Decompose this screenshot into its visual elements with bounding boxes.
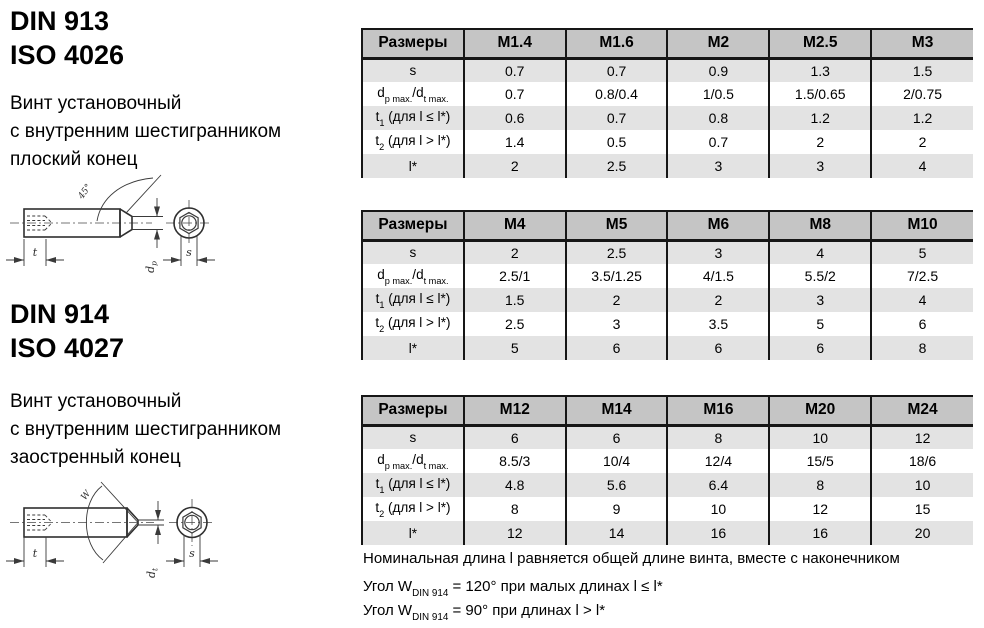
dimension-value: 2/0.75 [871,82,973,106]
table-header-row [362,211,973,240]
dimension-value: 4 [871,154,973,178]
row-label: l* [362,336,464,360]
dimension-value: 3.5/1.25 [566,264,668,288]
table-row [362,288,973,312]
dimension-value: 3 [667,154,769,178]
point-diameter-dimension [132,198,163,273]
dimension-value: 2.5 [566,240,668,264]
dimension-value: 6 [871,312,973,336]
dimension-value: 3 [769,288,871,312]
table-row [362,449,973,473]
dimension-value: 10 [769,425,871,449]
socket-depth-dimension [6,537,64,567]
dimension-value: 2.5/1 [464,264,566,288]
dimension-value: 3 [769,154,871,178]
dimension-value: 2 [667,288,769,312]
thread-size-header: M12 [464,396,566,425]
description-line: Винт установочный [10,391,182,412]
thread-size-header: M2.5 [769,29,871,58]
standard-din-914: DIN 914 [10,299,110,329]
description-line: заостренный конец [10,447,181,468]
dimension-value: 5.6 [566,473,668,497]
dimension-value: 8 [769,473,871,497]
dimension-value: 4/1.5 [667,264,769,288]
dimension-value: 1/0.5 [667,82,769,106]
standard-din-913: DIN 913 [10,6,110,36]
note-angle-90: Угол $W_{DIN 914} = 90^\circ$ при длинах l > l* [363,602,606,623]
tables-column [361,0,977,628]
note-nominal-length: Номинальная длина l равняется общей длине винта, вместе с наконечником [363,550,900,567]
table-header-row [362,29,973,58]
angle-label: 45° [76,182,95,202]
dimension-value: 1.5/0.65 [769,82,871,106]
dimension-value: 0.7 [464,82,566,106]
thread-size-header: M6 [667,211,769,240]
dimension-value: 12 [871,425,973,449]
dimension-value: 0.5 [566,130,668,154]
table-row [362,264,973,288]
dimension-value: 6 [769,336,871,360]
dim-t-label: t [32,547,38,560]
dimension-value: 1.5 [871,58,973,82]
table-row [362,82,973,106]
dimension-value: 18/6 [871,449,973,473]
thread-size-header: M24 [871,396,973,425]
row-label: s [362,425,464,449]
dim-t-label: t [32,246,38,259]
dimension-value: 6.4 [667,473,769,497]
thread-size-header: M10 [871,211,973,240]
table-row [362,425,973,449]
dimension-value: 8.5/3 [464,449,566,473]
dimension-value: 12/4 [667,449,769,473]
dimension-value: 0.7 [667,130,769,154]
dimension-value: 6 [464,425,566,449]
description-line: с внутренним шестигранником [10,419,282,440]
dimension-value: 1.3 [769,58,871,82]
row-label: $t_2$ (для l > l*) [362,130,464,154]
dimension-value: 4 [871,288,973,312]
dim-dt-label: $d_t$ [145,567,160,579]
description-line: плоский конец [10,149,138,170]
row-label: s [362,240,464,264]
dimension-value: 1.2 [871,106,973,130]
description-line: Винт установочный [10,93,182,114]
standards-block-1 [10,4,124,72]
dimension-value: 15/5 [769,449,871,473]
table-row [362,497,973,521]
dimension-value: 2.5 [566,154,668,178]
din914-cone-point-drawing [2,470,234,605]
end-view [166,499,218,567]
side-view [6,175,163,273]
dim-dp-label: $d_p$ [144,261,159,273]
dimension-value: 3 [566,312,668,336]
dimension-value: 10/4 [566,449,668,473]
dimension-value: 20 [871,521,973,545]
dimension-value: 2 [464,154,566,178]
dimension-value: 0.6 [464,106,566,130]
dimension-value: 6 [566,336,668,360]
dimension-value: 8 [464,497,566,521]
dimension-value: 0.7 [566,58,668,82]
dimension-value: 2 [769,130,871,154]
dimensions-table-m1_4-m3 [361,28,973,178]
table-header-row [362,396,973,425]
row-label: l* [362,521,464,545]
description-line: с внутренним шестигранником [10,121,282,142]
side-view [6,482,164,578]
dimension-value: 8 [667,425,769,449]
standards-block-2 [10,297,124,365]
dimensions-table-m12-m24 [361,395,973,545]
thread-size-header: M8 [769,211,871,240]
dimension-value: 8 [871,336,973,360]
dimension-value: 4.8 [464,473,566,497]
dimension-value: 7/2.5 [871,264,973,288]
dimension-value: 16 [769,521,871,545]
dimension-value: 15 [871,497,973,521]
size-corner-header: Размеры [362,396,464,425]
standard-iso-4026: ISO 4026 [10,40,125,70]
dimension-value: 3.5 [667,312,769,336]
row-label: $t_2$ (для l > l*) [362,497,464,521]
table-row [362,154,973,178]
dimension-value: 2.5 [464,312,566,336]
dimension-value: 1.4 [464,130,566,154]
description-block-2 [10,388,281,472]
dimension-value: 12 [769,497,871,521]
dimension-value: 9 [566,497,668,521]
table-row [362,58,973,82]
dimension-value: 14 [566,521,668,545]
size-corner-header: Размеры [362,29,464,58]
tip-diameter-dimension [138,501,164,578]
dimension-value: 2 [566,288,668,312]
table-row [362,106,973,130]
dimension-value: 6 [667,336,769,360]
size-corner-header: Размеры [362,211,464,240]
dimension-value: 5 [769,312,871,336]
dimension-value: 3 [667,240,769,264]
din913-flat-point-drawing [2,172,234,288]
dim-s-label: s [189,547,195,560]
standard-iso-4027: ISO 4027 [10,333,125,363]
socket-depth-dimension [6,239,64,266]
description-block-1 [10,90,281,174]
dim-s-label: s [186,246,192,259]
thread-size-header: M4 [464,211,566,240]
thread-size-header: M5 [566,211,668,240]
row-label: $t_2$ (для l > l*) [362,312,464,336]
row-label: $d_{p max.}/d_{t max.}$ [362,449,464,473]
end-view [163,200,215,266]
table-row [362,336,973,360]
dimension-value: 0.7 [464,58,566,82]
thread-size-header: M1.4 [464,29,566,58]
note-angle-120: Угол $W_{DIN 914} = 120^\circ$ при малых длинах l ≤ l* [363,578,663,599]
angle-label: W [79,489,94,503]
dimension-value: 5 [871,240,973,264]
dimension-value: 10 [667,497,769,521]
table-row [362,240,973,264]
table-row [362,521,973,545]
row-label: $d_{p max.}/d_{t max.}$ [362,82,464,106]
dimension-value: 16 [667,521,769,545]
dimension-value: 0.7 [566,106,668,130]
dimension-value: 2 [464,240,566,264]
thread-size-header: M20 [769,396,871,425]
dimension-value: 0.8 [667,106,769,130]
thread-size-header: M1.6 [566,29,668,58]
thread-size-header: M3 [871,29,973,58]
chamfer-angle-callout [76,175,161,221]
row-label: s [362,58,464,82]
table-row [362,473,973,497]
row-label: $d_{p max.}/d_{t max.}$ [362,264,464,288]
row-label: $t_1$ (для l ≤ l*) [362,288,464,312]
table-row [362,130,973,154]
row-label: $t_1$ (для l ≤ l*) [362,473,464,497]
dimension-value: 12 [464,521,566,545]
thread-size-header: M16 [667,396,769,425]
row-label: l* [362,154,464,178]
dimension-value: 10 [871,473,973,497]
dimension-value: 2 [871,130,973,154]
dimension-value: 4 [769,240,871,264]
dimensions-table-m4-m10 [361,210,973,360]
dimension-value: 0.9 [667,58,769,82]
dimension-value: 1.2 [769,106,871,130]
dimension-value: 5 [464,336,566,360]
thread-size-header: M2 [667,29,769,58]
row-label: $t_1$ (для l ≤ l*) [362,106,464,130]
thread-size-header: M14 [566,396,668,425]
dimension-value: 0.8/0.4 [566,82,668,106]
dimension-value: 5.5/2 [769,264,871,288]
dimension-value: 1.5 [464,288,566,312]
dimension-value: 6 [566,425,668,449]
table-row [362,312,973,336]
